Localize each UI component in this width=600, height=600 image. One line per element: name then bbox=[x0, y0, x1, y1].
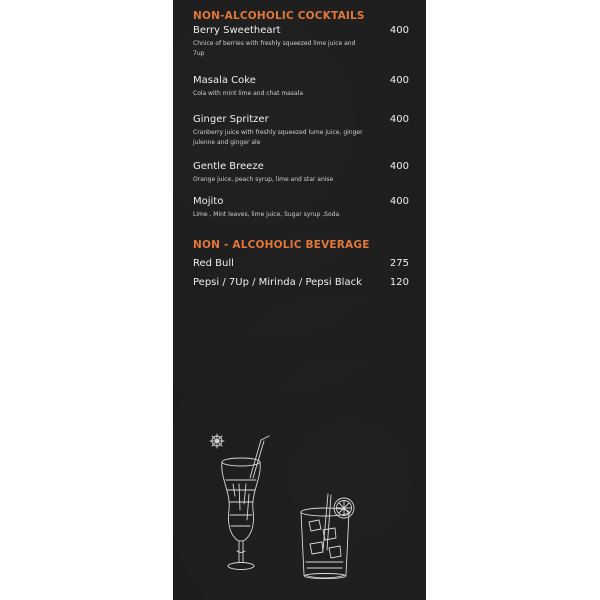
item-price: 120 bbox=[389, 277, 409, 288]
item-price: 400 bbox=[389, 75, 409, 86]
menu-item bbox=[193, 75, 409, 99]
menu-item bbox=[193, 114, 409, 148]
item-price: 275 bbox=[389, 258, 409, 269]
item-description: Cola with mint lime and chat masala bbox=[193, 90, 304, 97]
item-description: Chnice of berries with freshly squeezed lime juice and 7up bbox=[193, 40, 356, 57]
menu-item bbox=[193, 258, 409, 269]
item-price: 400 bbox=[389, 25, 409, 36]
highball-glass-icon bbox=[301, 494, 354, 579]
item-name: Masala Coke bbox=[193, 75, 256, 86]
item-row bbox=[193, 75, 409, 86]
item-name: Mojito bbox=[193, 196, 224, 207]
menu-item bbox=[193, 277, 409, 288]
item-row bbox=[193, 25, 409, 36]
section-title-beverages: NON - ALCOHOLIC BEVERAGE bbox=[193, 239, 370, 251]
item-description: Cranberry juice with freshly squeezed lume juice, ginger julenne and ginger ale bbox=[193, 129, 363, 146]
section-title-cocktails: NON-ALCOHOLIC COCKTAILS bbox=[193, 10, 365, 22]
item-row bbox=[193, 258, 409, 269]
hurricane-cocktail-icon bbox=[210, 434, 269, 570]
item-name: Ginger Spritzer bbox=[193, 114, 269, 125]
item-name: Berry Sweetheart bbox=[193, 25, 281, 36]
menu-item bbox=[193, 25, 409, 59]
item-row bbox=[193, 277, 409, 288]
drinks-illustration bbox=[173, 420, 426, 600]
menu-item bbox=[193, 161, 409, 185]
item-description: Orange juice, peach syrup, lime and star anise bbox=[193, 176, 334, 183]
item-price: 400 bbox=[389, 161, 409, 172]
item-name: Pepsi / 7Up / Mirinda / Pepsi Black bbox=[193, 277, 362, 288]
item-price: 400 bbox=[389, 196, 409, 207]
menu-item bbox=[193, 196, 409, 220]
item-row bbox=[193, 114, 409, 125]
item-name: Red Bull bbox=[193, 258, 234, 269]
item-price: 400 bbox=[389, 114, 409, 125]
item-description: Lime , Mint leaves, lime juice, Sugar syrup ,Soda bbox=[193, 211, 340, 218]
menu-panel bbox=[173, 0, 426, 600]
item-row bbox=[193, 196, 409, 207]
item-row bbox=[193, 161, 409, 172]
item-name: Gentle Breeze bbox=[193, 161, 264, 172]
